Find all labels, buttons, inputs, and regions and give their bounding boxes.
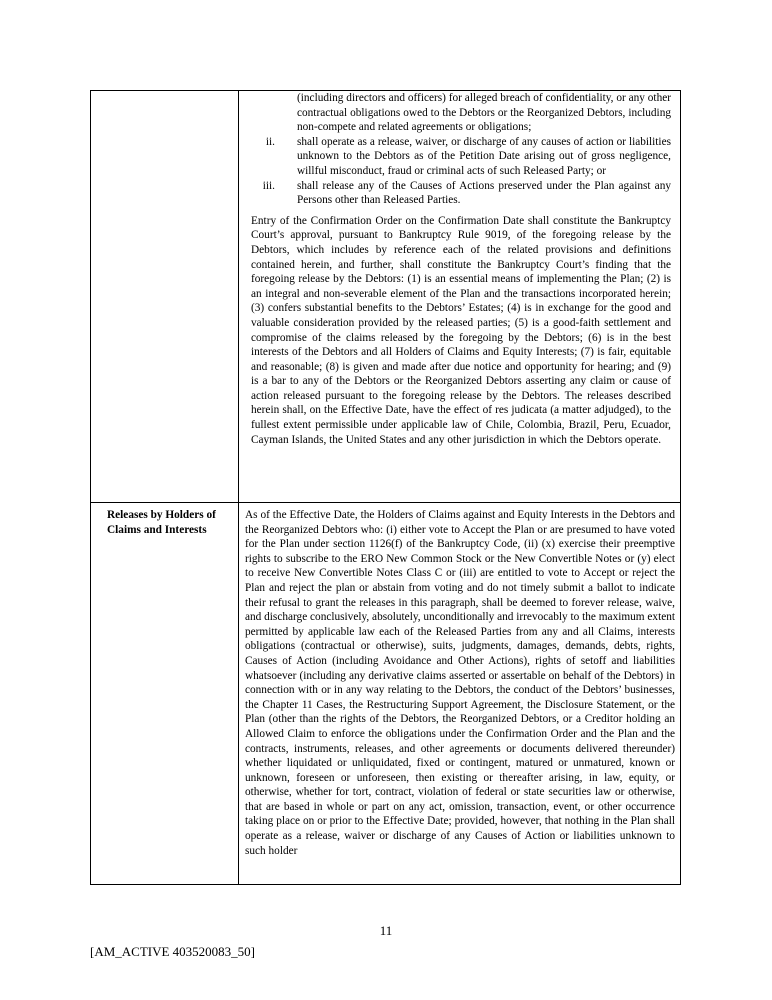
- list-item-text: shall operate as a release, waiver, or discharge of any causes of action or liabilities unknown to the Debtors as of the Petition Date arising out of gross negligence, willful misconduct, fraud or criminal acts of such Released Party; or: [297, 135, 671, 177]
- list-item-number: iii.: [262, 179, 275, 192]
- confirmation-order-paragraph: Entry of the Confirmation Order on the Confirmation Date shall constitute the Bankruptcy Court’s approval, pursuant to Bankruptcy Rule 9019, of the foregoing release by the Debtors, which includes by reference each of the related provisions and definitions contained herein, and further, shall constitute the Bankruptcy Court’s finding that the foregoing release by the Debtors: (1) is an essential means of implementing the Plan; (2) is an integral and non-severable element of the Plan and the transactions incorporated herein; (3) confers substantial benefits to the Debtors’ Estates; (4) is in exchange for the good and valuable consideration provided by the released parties; (5) is a good-faith settlement and compromise of the claims released by the foregoing by the Debtors; (6) is in the best interests of the Debtors and all Holders of Claims and Equity Interests; (7) is fair, equitable and reasonable; (8) is given and made after due notice and opportunity for hearing; and (9) is a bar to any of the Debtors or the Reorganized Debtors asserting any claim or cause of action released pursuant to the foregoing release by the Debtors. The releases described herein shall, on the Effective Date, have the effect of res judicata (a matter adjudged), to the fullest extent permissible under applicable law of Chile, Colombia, Brazil, Peru, Ecuador, Cayman Islands, the United States and any other jurisdiction in which the Debtors operate.: [251, 214, 671, 446]
- list-item: [251, 135, 671, 179]
- holder-release-cell: As of the Effective Date, the Holders of Claims against and Equity Interests in the Debtors and the Reorganized Debtors who: (i) either vote to Accept the Plan or are presumed to have voted for the Plan under section 1126(f) of the Bankruptcy Code, (ii) (x) exercise their preemptive rights to subscribe to the ERO New Common Stock or the New Convertible Notes or (y) elect to receive New Convertible Notes Class C or (iii) are entitled to vote to Accept or reject the Plan and reject the plan or abstain from voting and do not timely submit a ballot to indicate their refusal to grant the releases in this paragraph, shall be deemed to forever release, waive, and discharge conclusively, absolutely, unconditionally and irrevocably to the maximum extent permitted by applicable law each of the Released Parties from any and all Claims, interests obligations (contractual or otherwise), suits, judgments, damages, demands, debts, rights, Causes of Action (including Avoidance and Other Actions), rights of setoff and liabilities whatsoever (including any derivative claims asserted or assertable on behalf of the Debtors) in connection with or in any way relating to the Debtors, the conduct of the Debtors’ businesses, the Chapter 11 Cases, the Restructuring Support Agreement, the Disclosure Statement, or the Plan (other than the rights of the Debtors, the Reorganized Debtors, or a Creditor holding an Allowed Claim to enforce the obligations under the Confirmation Order and the Plan and the contracts, instruments, releases, and other agreements or documents delivered thereunder) whether liquidated or unliquidated, fixed or contingent, matured or unmatured, known or unknown, foreseen or unforeseen, then existing or thereafter arising, in law, equity, or otherwise, whether for tort, contract, violation of federal or state securities law or otherwise, that are based in whole or part on any act, omission, transaction, event, or other occurrence taking place on or prior to the Effective Date; provided, however, that nothing in the Plan shall operate as a release, waiver or discharge of any Causes of Action or liabilities unknown to such holder: [245, 509, 676, 857]
- list-item-number: ii.: [265, 135, 275, 148]
- document-id-footer: [AM_ACTIVE 403520083_50]: [90, 944, 256, 959]
- debtor-release-cell: [251, 91, 671, 447]
- list-item: [251, 179, 671, 208]
- row-divider: [91, 502, 680, 503]
- continuation-text: (including directors and officers) for alleged breach of confidentiality, or any other contractual obligations owed to the Debtors or the Reorganized Debtors, including non-compete and related agreements or obligations;: [297, 92, 671, 134]
- page-number: 11: [379, 923, 393, 938]
- list-item-text: shall release any of the Causes of Actions preserved under the Plan against any Persons other than Released Parties.: [297, 179, 671, 207]
- column-divider: [238, 91, 239, 884]
- row-label: Releases by Holders of Claims and Interests: [107, 509, 216, 536]
- release-provisions-table: [90, 90, 681, 885]
